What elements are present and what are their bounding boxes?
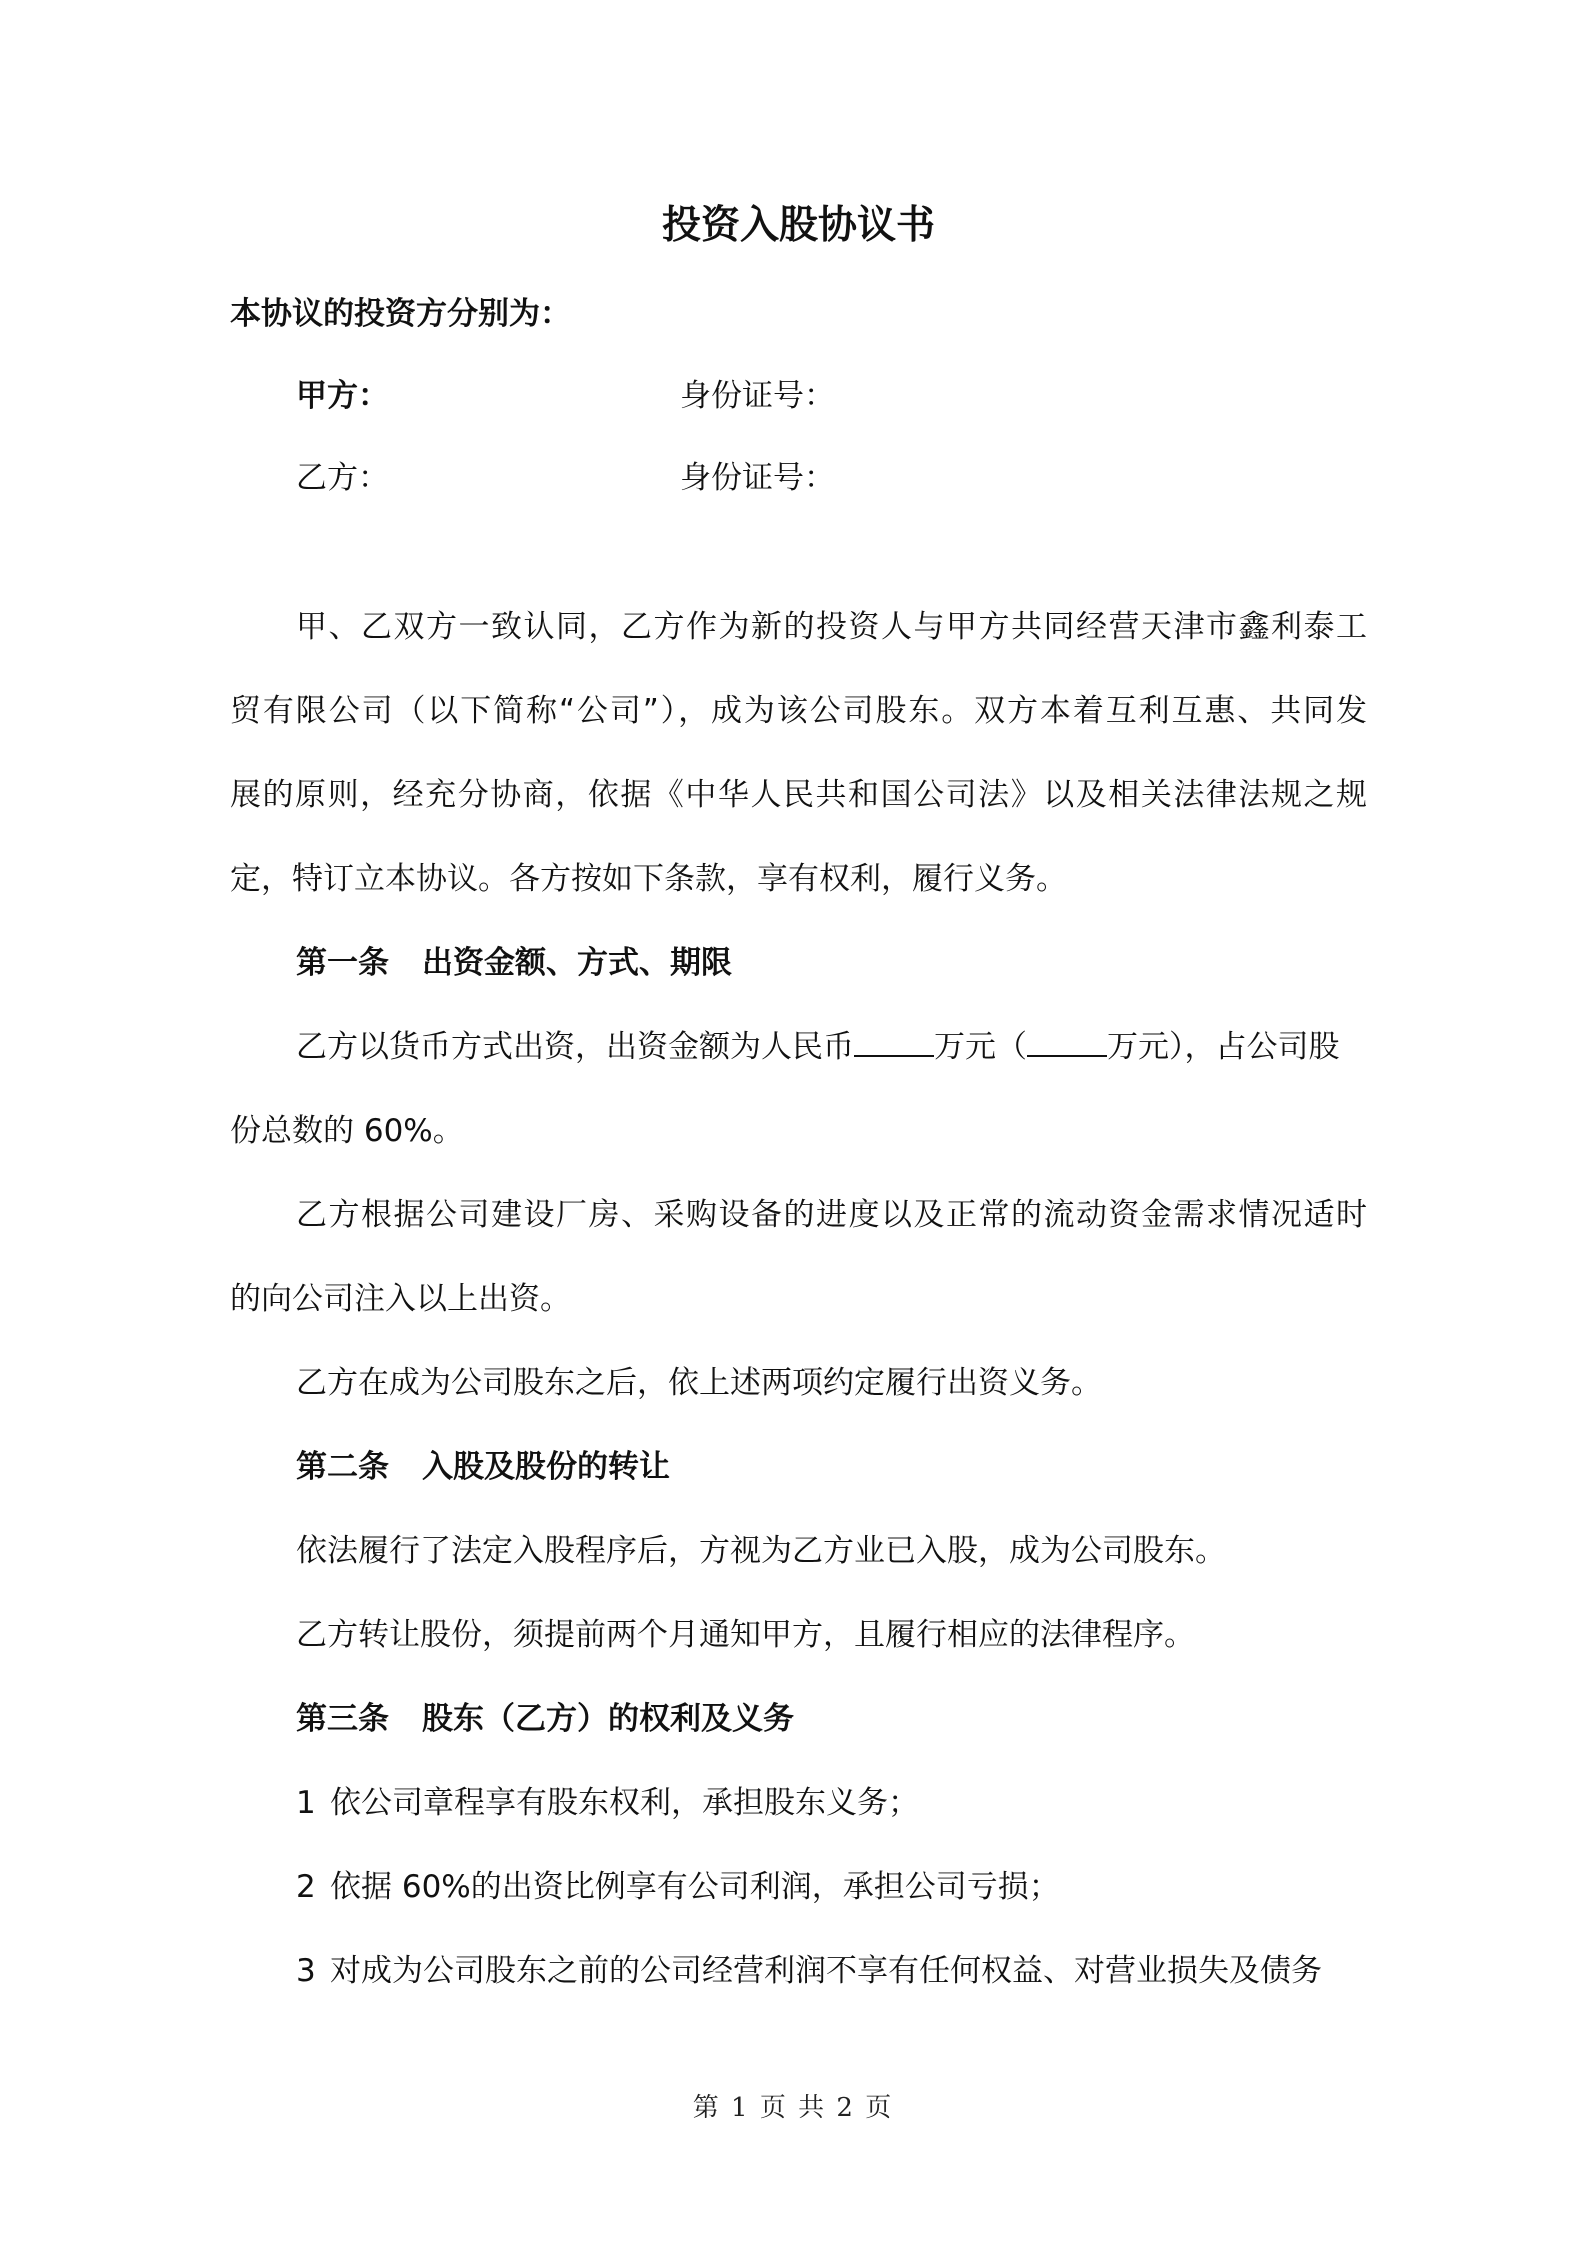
amount-uppercase-blank (1027, 1027, 1107, 1057)
page-footer: 第 1 页 共 2 页 (692, 2093, 894, 2123)
article-3-item-1-number: 1 (296, 1785, 316, 1821)
article-3-heading: 股东（乙方）的权利及义务 (422, 1701, 794, 1737)
article-1-p1-part-b: 万元（ (934, 1029, 1027, 1065)
article-3-item-2 (296, 1865, 1060, 1909)
article-1-number: 第一条 (296, 945, 389, 981)
article-3-item-2-number: 2 (296, 1869, 316, 1905)
document-title: 投资入股协议书 (661, 203, 935, 248)
party-b-id-label: 身份证号： (680, 460, 835, 496)
article-1-p1-part-c: 万元），占公司股 (1107, 1029, 1340, 1065)
preamble-line-4: 定，特订立本协议。各方按如下条款，享有权利，履行义务。 (230, 861, 1067, 897)
article-1-p1-line-2: 份总数的 60%。 (230, 1113, 464, 1149)
article-1-p1-line-1 (230, 1025, 1367, 1069)
article-3-item-3-number: 3 (296, 1953, 316, 1989)
article-3-number: 第三条 (296, 1701, 389, 1737)
preamble-line-2: 贸有限公司（以下简称“公司”），成为该公司股东。双方本着互利互惠、共同发 (230, 693, 1367, 729)
article-3-item-1 (296, 1781, 919, 1825)
article-1-p2-line-1: 乙方根据公司建设厂房、采购设备的进度以及正常的流动资金需求情况适时 (296, 1197, 1367, 1233)
article-2-p1: 依法履行了法定入股程序后，方视为乙方业已入股，成为公司股东。 (296, 1533, 1226, 1569)
article-3-item-2-text: 依据 60%的出资比例享有公司利润，承担公司亏损； (330, 1869, 1060, 1905)
amount-blank (854, 1027, 934, 1057)
party-b-label: 乙方： (296, 460, 389, 496)
investor-intro: 本协议的投资方分别为： (230, 296, 571, 332)
article-2-heading: 入股及股份的转让 (422, 1449, 670, 1485)
article-2-number: 第二条 (296, 1449, 389, 1485)
article-1-p3: 乙方在成为公司股东之后，依上述两项约定履行出资义务。 (296, 1365, 1102, 1401)
party-a-id-label: 身份证号： (680, 378, 835, 414)
article-1-p2-line-2: 的向公司注入以上出资。 (230, 1281, 571, 1317)
preamble-line-3: 展的原则，经充分协商，依据《中华人民共和国公司法》以及相关法律法规之规 (230, 777, 1367, 813)
article-1-p1-part-a: 乙方以货币方式出资，出资金额为人民币 (296, 1029, 854, 1065)
article-3-title (296, 1697, 794, 1741)
article-2-p2: 乙方转让股份，须提前两个月通知甲方，且履行相应的法律程序。 (296, 1617, 1195, 1653)
article-2-title (296, 1445, 670, 1489)
article-3-item-1-text: 依公司章程享有股东权利，承担股东义务； (330, 1785, 919, 1821)
article-1-title (296, 941, 732, 985)
preamble-line-1: 甲、乙双方一致认同，乙方作为新的投资人与甲方共同经营天津市鑫利泰工 (296, 609, 1367, 645)
article-3-item-3-text: 对成为公司股东之前的公司经营利润不享有任何权益、对营业损失及债务 (330, 1953, 1322, 1989)
article-3-item-3 (296, 1949, 1322, 1993)
party-a-label: 甲方： (296, 378, 389, 414)
article-1-heading: 出资金额、方式、期限 (422, 945, 732, 981)
